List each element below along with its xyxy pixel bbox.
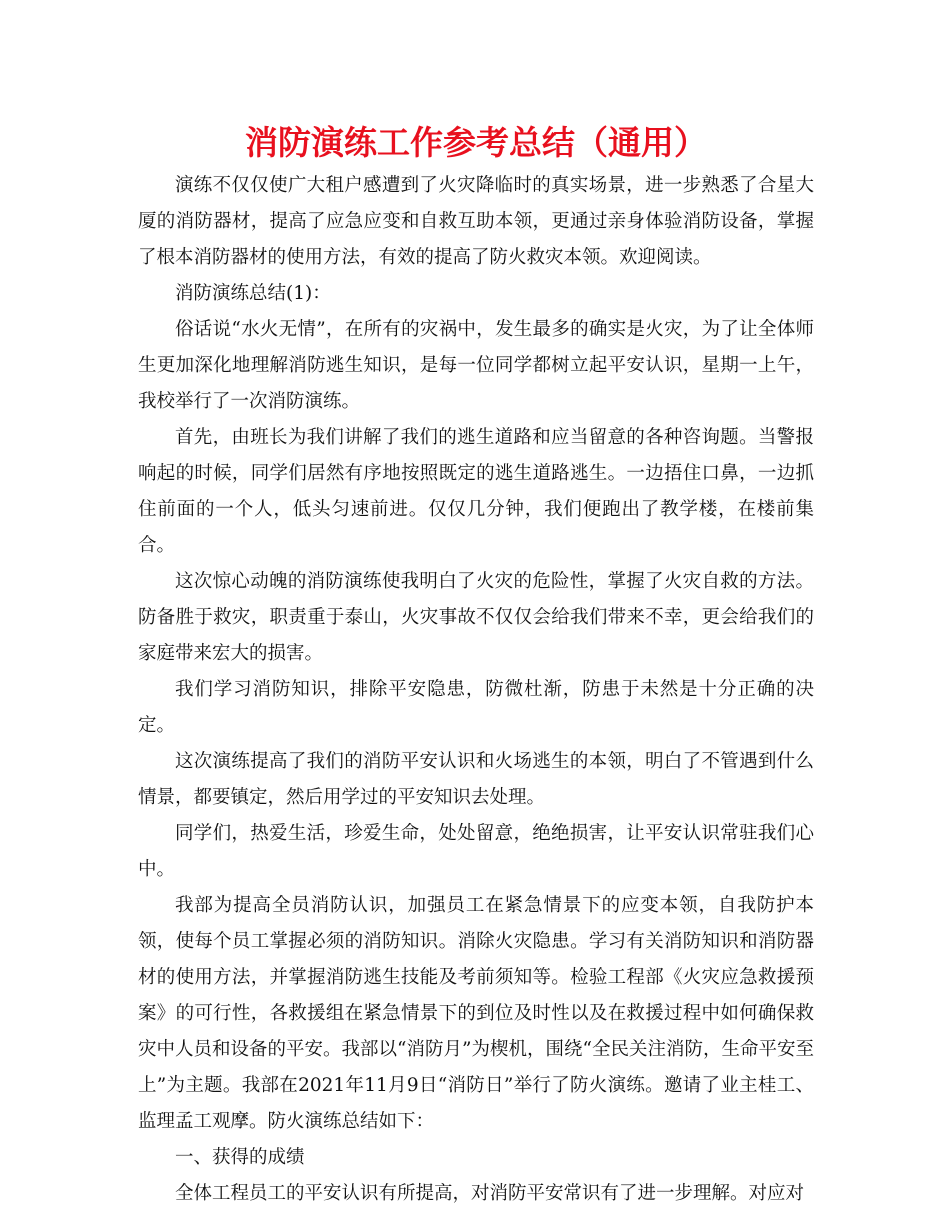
document-title: 消防演练工作参考总结（通用） <box>245 123 707 162</box>
paragraph-learning: 我们学习消防知识，排除平安隐患，防微杜渐，防患于未然是十分正确的决定。 <box>138 679 814 736</box>
paragraph-department: 我部为提高全员消防认识，加强员工在紧急情景下的应变本领，自我防护本领，使每个员工掌握必须的消防知识。消除火灾隐患。学习有关消防知识和消防器材的使用方法，并掌握消防逃生技能及考前须知等。检验工程部《火灾应急救援预案》的可行性，各救援组在紧急情景下的到位及时性以及在救援过程中如何确保救灾中人员和设备的平安。我部以“消防月”为楔机，围绕“全民关注消防，生命平安至上”为主题。我部在2021年11月9日“消防日”举行了防火演练。邀请了业主桂工、监理孟工观摩。防火演练总结如下： <box>138 895 814 1132</box>
paragraph-improvement: 这次演练提高了我们的消防平安认识和火场逃生的本领，明白了不管遇到什么情景，都要镇定，然后用学过的平安知识去处理。 <box>138 751 814 808</box>
paragraph-section-heading-1: 消防演练总结(1)： <box>175 283 331 304</box>
paragraph-intro: 演练不仅仅使广大租户感遭到了火灾降临时的真实场景，进一步熟悉了合星大厦的消防器材，提高了应急应变和自救互助本领，更通过亲身体验消防设备，掌握了根本消防器材的使用方法，有效的提高了防火救灾本领。欢迎阅读。 <box>138 175 814 268</box>
paragraph-classmates: 同学们，热爱生活，珍爱生命，处处留意，绝绝损害，让平安认识常驻我们心中。 <box>138 823 814 880</box>
paragraph-saying: 俗话说“水火无情”，在所有的灾祸中，发生最多的确实是火灾，为了让全体师生更加深化地理解消防逃生知识，是每一位同学都树立起平安认识，星期一上午，我校举行了一次消防演练。 <box>138 319 814 412</box>
paragraph-danger: 这次惊心动魄的消防演练使我明白了火灾的危险性，掌握了火灾自救的方法。防备胜于救灾，职责重于泰山，火灾事故不仅仅会给我们带来不幸，更会给我们的家庭带来宏大的损害。 <box>138 571 814 664</box>
paragraph-first: 首先，由班长为我们讲解了我们的逃生道路和应当留意的各种咨询题。当警报响起的时候，同学们居然有序地按照既定的逃生道路逃生。一边捂住口鼻，一边抓住前面的一个人，低头匀速前进。仅仅几分钟，我们便跑出了教学楼，在楼前集合。 <box>138 427 814 556</box>
paragraph-achievements: 全体工程员工的平安认识有所提高，对消防平安常识有了进一步理解。对应对 <box>175 1183 805 1204</box>
paragraph-achievements-heading: 一、获得的成绩 <box>175 1147 305 1168</box>
document-page <box>138 118 814 1212</box>
